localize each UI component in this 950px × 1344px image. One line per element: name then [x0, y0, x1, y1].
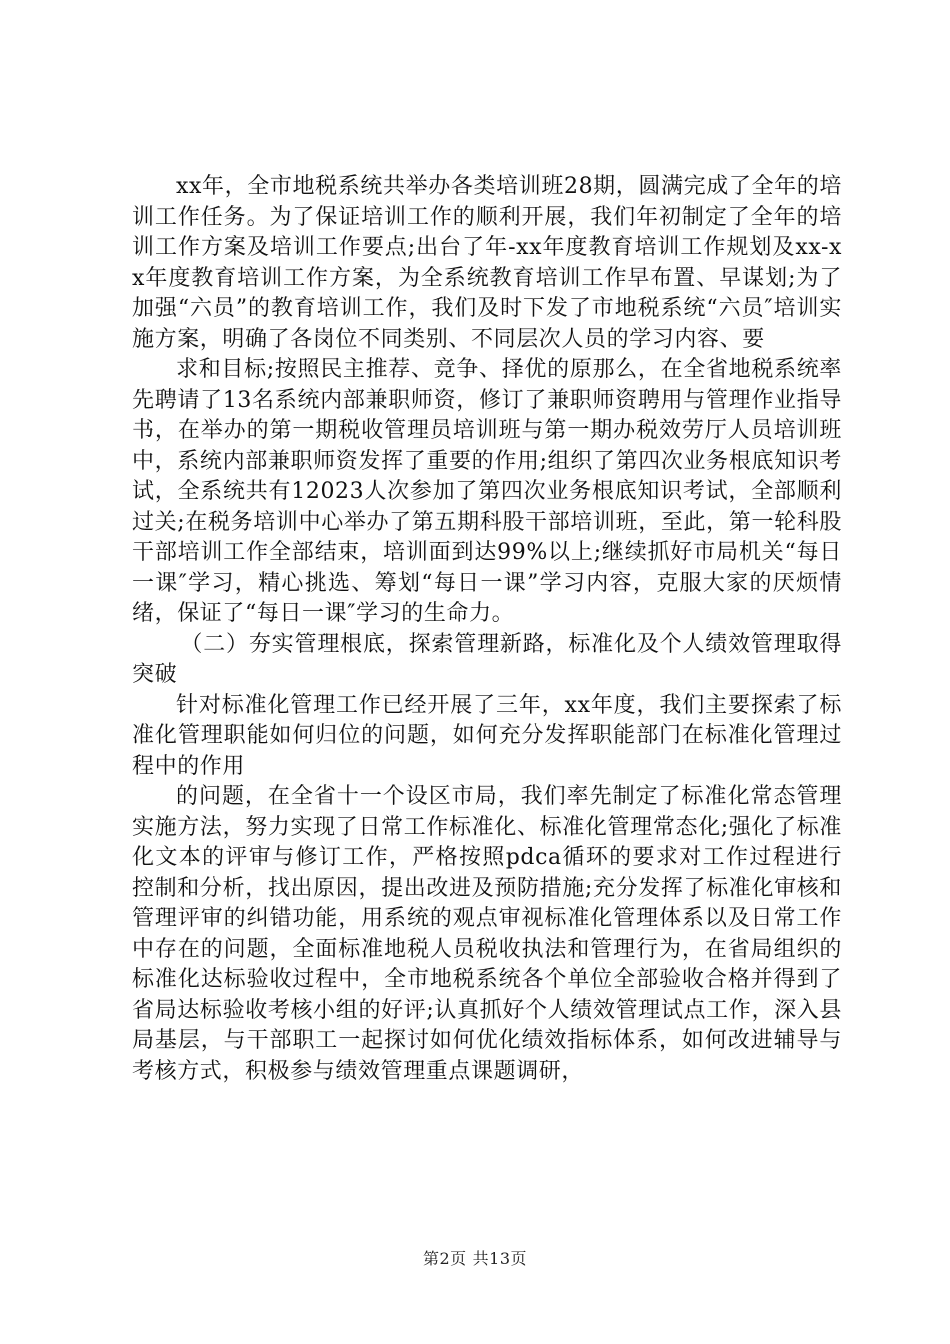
page-number-total: 共13页 [472, 1249, 528, 1268]
section-heading-standardization: （二）夯实管理根底，探索管理新路，标准化及个人绩效管理取得突破 [132, 631, 842, 687]
paragraph-standardization-intro: 针对标准化管理工作已经开展了三年，xx年度，我们主要探索了标准化管理职能如何归位的问题，如何充分发挥职能部门在标准化管理过程中的作用 [132, 692, 842, 779]
page-footer [0, 1246, 950, 1269]
page-number-current: 第2页 [422, 1249, 467, 1268]
paragraph-training-details: 求和目标;按照民主推荐、竞争、择优的原那么，在全省地税系统率先聘请了13名系统内部兼职师资，修订了兼职师资聘用与管理作业指导书，在举办的第一期税收管理员培训班与第一期办税效劳厅人员培训班中，系统内部兼职师资发挥了重要的作用;组织了第四次业务根底知识考试，全系统共有12023人次参加了第四次业务根底知识考试，全部顺利过关;在税务培训中心举办了第五期科股干部培训班，至此，第一轮科股干部培训工作全部结束，培训面到达99%以上;继续抓好市局机关“每日一课″学习，精心挑选、筹划“每日一课”学习内容，克服大家的厌烦情绪，保证了“每日一课″学习的生命力。 [132, 357, 842, 626]
paragraph-standardization-details: 的问题，在全省十一个设区市局，我们率先制定了标准化常态管理实施方法，努力实现了日常工作标准化、标准化管理常态化;强化了标准化文本的评审与修订工作，严格按照pdca循环的要求对工作过程进行控制和分析，找出原因，提出改进及预防措施;充分发挥了标准化审核和管理评审的纠错功能，用系统的观点审视标准化管理体系以及日常工作中存在的问题，全面标准地税人员税收执法和管理行为，在省局组织的标准化达标验收过程中，全市地税系统各个单位全部验收合格并得到了省局达标验收考核小组的好评;认真抓好个人绩效管理试点工作，深入县局基层，与干部职工一起探讨如何优化绩效指标体系，如何改进辅导与考核方式，积极参与绩效管理重点课题调研， [132, 784, 842, 1084]
document-body [132, 172, 842, 1087]
paragraph-training-summary: xx年，全市地税系统共举办各类培训班28期，圆满完成了全年的培训工作任务。为了保证培训工作的顺利开展，我们年初制定了全年的培训工作方案及培训工作要点;出台了年-xx年度教育培训工作规划及xx-xx年度教育培训工作方案，为全系统教育培训工作早布置、早谋划;为了加强“六员”的教育培训工作，我们及时下发了市地税系统“六员″培训实施方案，明确了各岗位不同类别、不同层次人员的学习内容、要 [132, 174, 842, 352]
